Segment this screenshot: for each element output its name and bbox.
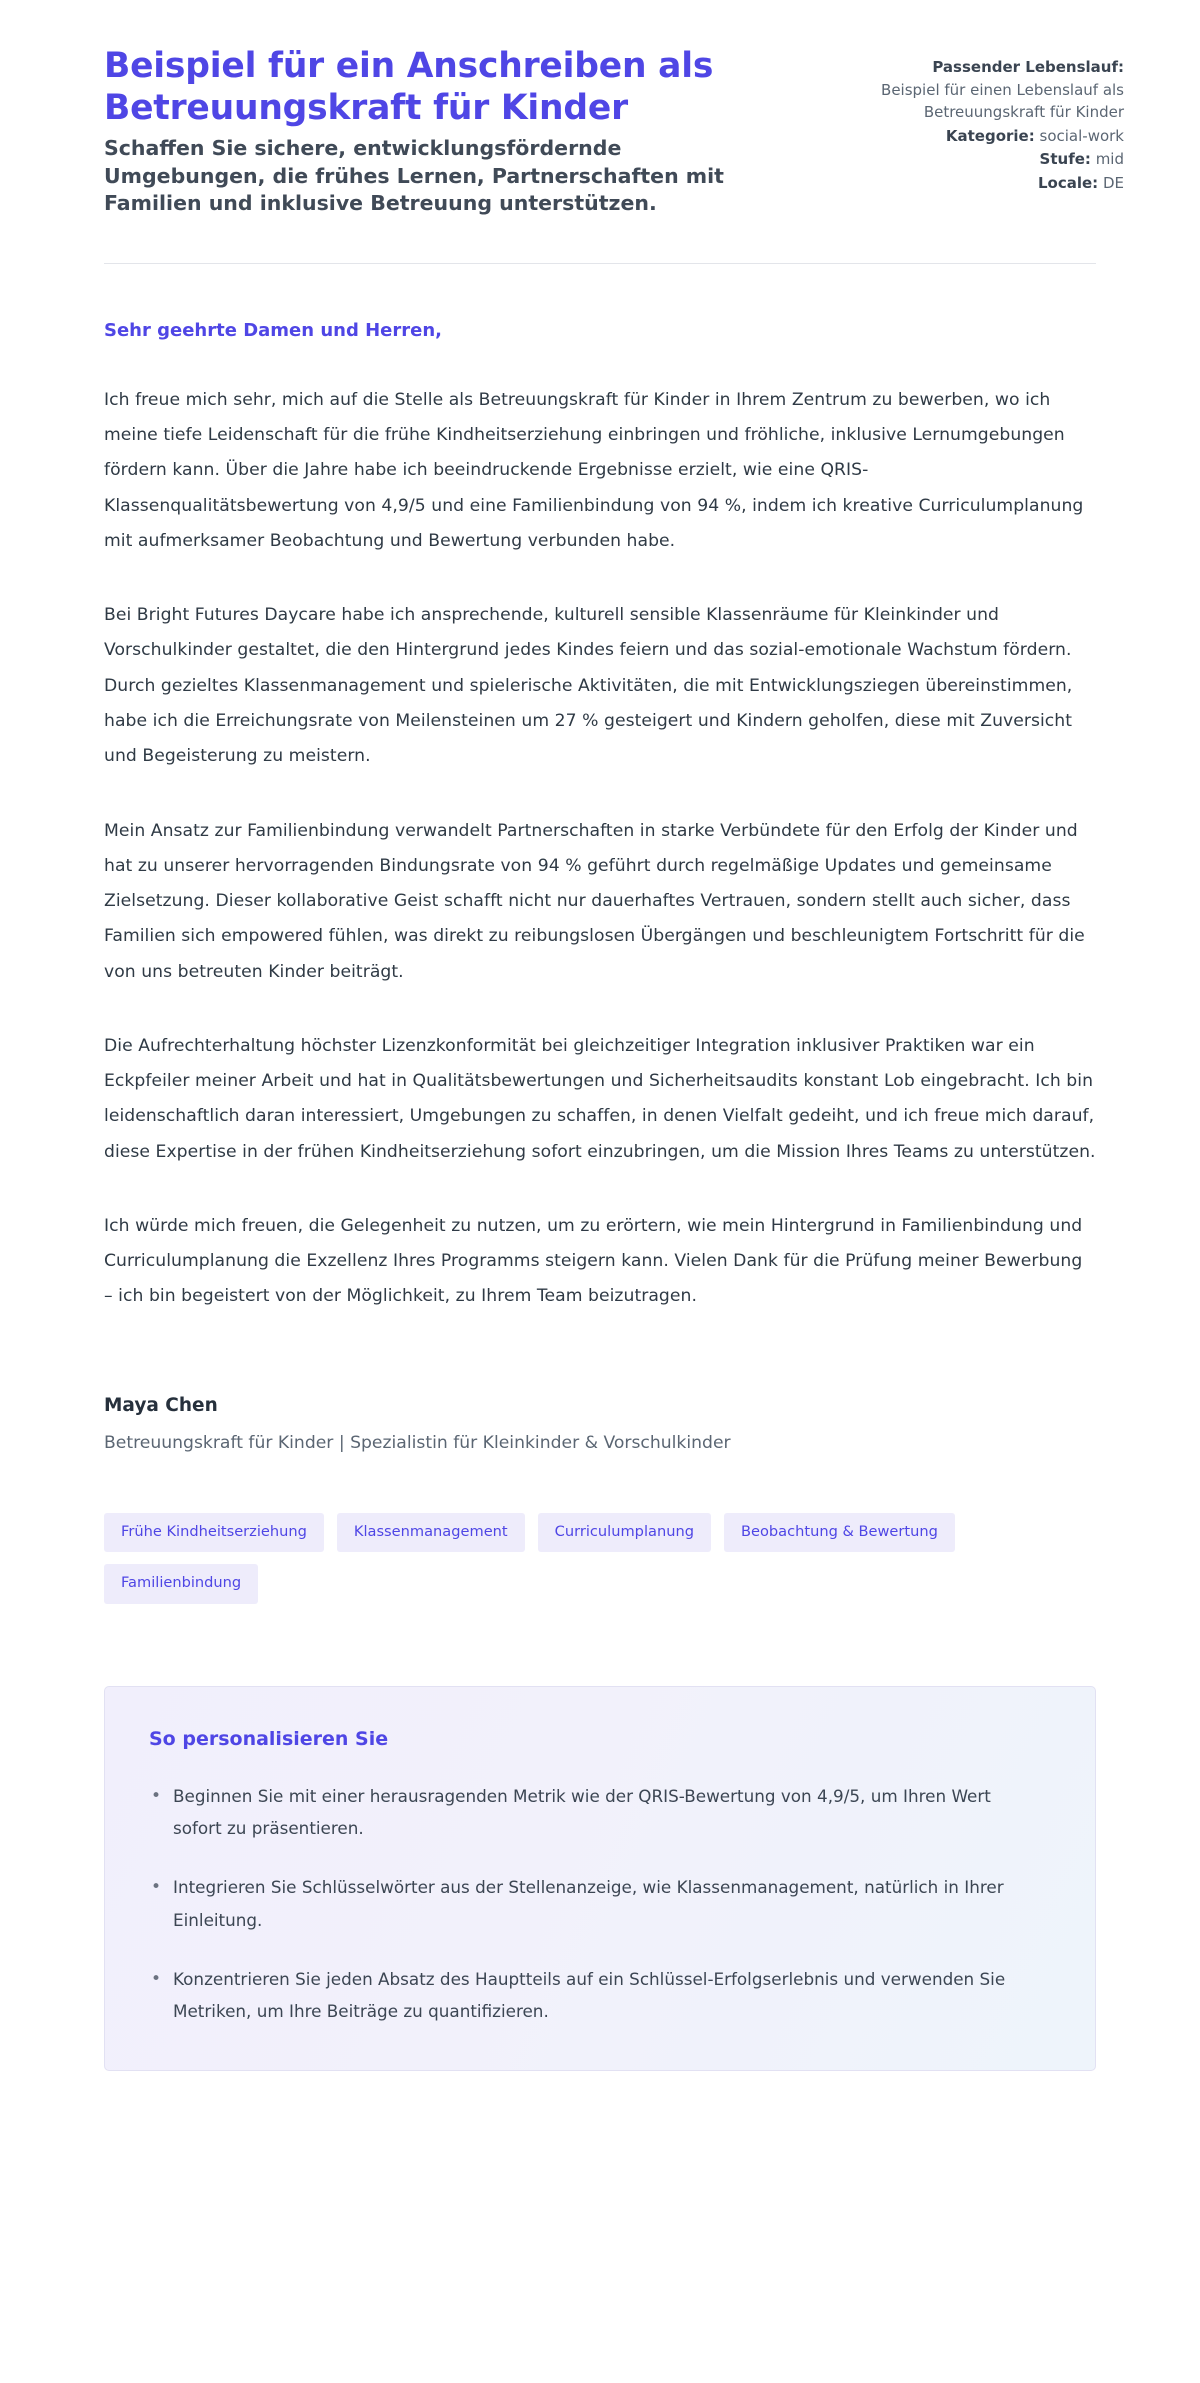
meta-locale bbox=[844, 172, 1124, 195]
meta-matching-resume bbox=[844, 56, 1124, 124]
document-metadata bbox=[844, 46, 1124, 195]
letter-paragraph: Ich würde mich freuen, die Gelegenheit zu nutzen, um zu erörtern, wie mein Hintergrund in Familienbindung und Curriculumplanung die Exzellenz Ihres Programms steigern kann. Vielen Dank für die Prüfung meiner Bewerbung – ich bin begeistert von der Möglichkeit, zu Ihrem Team beizutragen. bbox=[104, 1215, 1083, 1307]
header-title-block bbox=[104, 46, 804, 218]
meta-locale-value: DE bbox=[1102, 173, 1124, 192]
document-header bbox=[104, 46, 1124, 218]
meta-matching-resume-label: Passender Lebenslauf: bbox=[932, 58, 1124, 76]
meta-matching-resume-value[interactable]: Beispiel für einen Lebenslauf als Betreuungskraft für Kinder bbox=[881, 80, 1124, 121]
callout-title: So personalisieren Sie bbox=[149, 1728, 389, 1751]
skill-tag[interactable]: Frühe Kindheitserziehung bbox=[104, 1513, 324, 1553]
signature-role: Betreuungskraft für Kinder | Spezialistin für Kleinkinder & Vorschulkinder bbox=[104, 1433, 731, 1454]
meta-level-label: Stufe: bbox=[1039, 150, 1091, 168]
callout-tip-item: • Integrieren Sie Schlüsselwörter aus der Stellenanzeige, wie Klassenmanagement, natürlich in Ihrer Einleitung. bbox=[149, 1871, 1029, 1937]
meta-locale-label: Locale: bbox=[1037, 173, 1099, 192]
letter-salutation: Sehr geehrte Damen und Herren, bbox=[104, 319, 443, 341]
letter-paragraph: Die Aufrechterhaltung höchster Lizenzkonformität bei gleichzeitiger Integration inklusiver Praktiken war ein Eckpfeiler meiner Arbeit und hat in Qualitätsbewertungen und Sicherheitsaudits konstant Lob eingebracht. Ich bin leidenschaftlich daran interessiert, Umgebungen zu schaffen, in denen Vielfalt gedeiht, und ich freue mich darauf, diese Expertise in der frühen Kindheitserziehung sofort einzubringen, um die Mission Ihres Teams zu unterstützen. bbox=[104, 1035, 1096, 1162]
meta-category-value: social-work bbox=[1039, 126, 1124, 145]
signature-name: Maya Chen bbox=[104, 1394, 218, 1416]
callout-tip-item: • Konzentrieren Sie jeden Absatz des Hauptteils auf ein Schlüssel-Erfolgserlebnis und verwenden Sie Metriken, um Ihre Beiträge zu quantifizieren. bbox=[149, 1963, 1029, 2029]
callout-tip-item: • Beginnen Sie mit einer herausragenden Metrik wie der QRIS-Bewertung von 4,9/5, um Ihren Wert sofort zu präsentieren. bbox=[149, 1780, 1029, 1846]
callout-tip-list bbox=[149, 1780, 1051, 2029]
letter-paragraph: Ich freue mich sehr, mich auf die Stelle als Betreuungskraft für Kinder in Ihrem Zentrum zu bewerben, wo ich meine tiefe Leidenschaft für die frühe Kindheitserziehung einbringen und fröhliche, inklusive Lernumgebungen fördern kann. Über die Jahre habe ich beeindruckende Ergebnisse erzielt, wie eine QRIS-Klassenqualitätsbewertung von 4,9/5 und eine Familienbindung von 94 %, indem ich kreative Curriculumplanung mit aufmerksamer Beobachtung und Bewertung verbunden habe. bbox=[104, 389, 1084, 551]
letter-paragraph: Bei Bright Futures Daycare habe ich ansprechende, kulturell sensible Klassenräume für Kleinkinder und Vorschulkinder gestaltet, die den Hintergrund jedes Kindes feiern und das sozial-emotionale Wachstum fördern. Durch gezieltes Klassenmanagement und spielerische Aktivitäten, die mit Entwicklungsziegen übereinstimmen, habe ich die Erreichungsrate von Meilensteinen um 27 % gesteigert und Kindern geholfen, diese mit Zuversicht und Begeisterung zu meistern. bbox=[104, 605, 1073, 767]
page-subtitle: Schaffen Sie sichere, entwicklungsfördernde Umgebungen, die frühes Lernen, Partnerschaften mit Familien und inklusive Betreuung unterstützen. bbox=[104, 136, 724, 216]
meta-level-value: mid bbox=[1095, 150, 1124, 168]
skill-tag-list bbox=[104, 1513, 1064, 1604]
skill-tag[interactable]: Beobachtung & Bewertung bbox=[724, 1513, 955, 1553]
meta-category-label: Kategorie: bbox=[945, 126, 1035, 145]
skill-tag[interactable]: Curriculumplanung bbox=[538, 1513, 711, 1553]
meta-level bbox=[844, 148, 1124, 171]
skill-tag[interactable]: Familienbindung bbox=[104, 1564, 258, 1604]
cover-letter-body bbox=[104, 264, 1096, 2071]
skill-tag[interactable]: Klassenmanagement bbox=[337, 1513, 525, 1553]
personalization-callout bbox=[104, 1686, 1096, 2071]
signature-block bbox=[104, 1391, 1096, 1458]
letter-paragraph: Mein Ansatz zur Familienbindung verwandelt Partnerschaften in starke Verbündete für den Erfolg der Kinder und hat zu unserer hervorragenden Bindungsrate von 94 % geführt durch regelmäßige Updates und gemeinsame Zielsetzung. Dieser kollaborative Geist schafft nicht nur dauerhaftes Vertrauen, sondern stellt auch sicher, dass Familien sich empowered fühlen, was direkt zu reibungslosen Übergängen und beschleunigtem Fortschritt für die von uns betreuten Kinder beiträgt. bbox=[104, 820, 1085, 982]
letter-paragraphs bbox=[104, 383, 1096, 1315]
page-title: Beispiel für ein Anschreiben als Betreuungskraft für Kinder bbox=[104, 46, 714, 128]
meta-category bbox=[844, 125, 1124, 148]
